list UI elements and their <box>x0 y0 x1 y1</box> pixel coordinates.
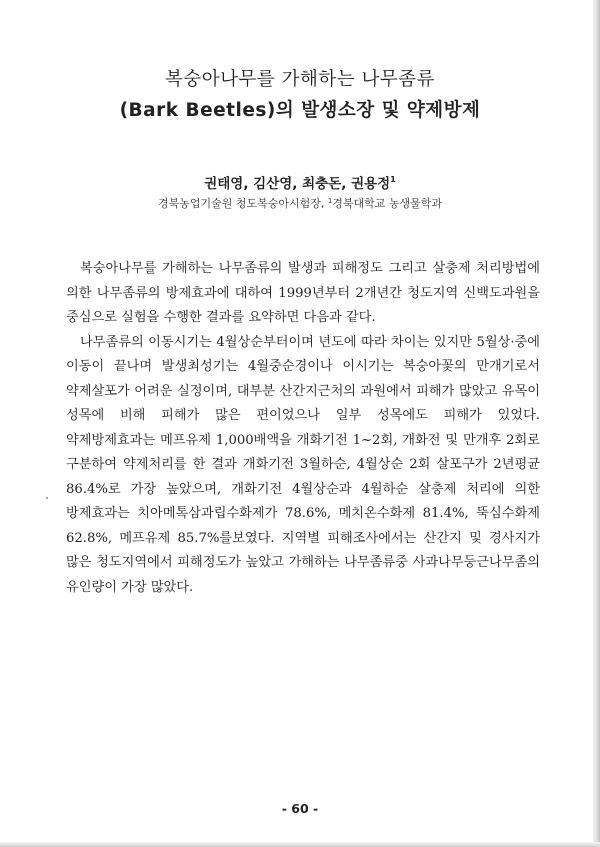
author-names: 권태영, 김산영, 최충돈, 권용정 <box>204 176 391 192</box>
scan-speck <box>46 497 48 499</box>
paper-title-line2: (Bark Beetles)의 발생소장 및 약제방제 <box>119 100 481 121</box>
author-list <box>0 172 600 192</box>
page-edge-shadow-right <box>593 0 600 847</box>
abstract-paragraph-2: 나무좀류의 이동시기는 4월상순부터이며 년도에 따라 차이는 있지만 5월상·중에 이동이 끝나며 발생최성기는 4월중순경이나 이시기는 복숭아꽃의 만개기로서 약제살포가 어려운 실정이며, 대부분 산간지근처의 과원에서 피해가 많았고 유목이 성목에 비해 피해가 많은 편이었으나 일부 성목에도 피해가 있었다. 약제방제효과는 메프유제 1,000배액을 개화기전 1~2회, 개화전 및 만개후 2회로 구분하여 약제처리를 한 결과 개화기전 3월하순, 4월상순 2회 살포구가 2년평균 86.4%로 가장 높았으며, 개화기전 4월상순과 4월하순 살충제 처리에 의한 방제효과는 치아메톡삼과립수화제가 78.6%, 메치온수화제 81.4%, 뚝심수화제 62.8%, 메프유제 85.7%를보였다. 지역별 피해조사에서는 산간지 및 경사지가 많은 청도지역에서 피해정도가 높았고 가해하는 나무좀류중 사과나무둥근나무좀의 유인량이 가장 많았다. <box>66 334 540 595</box>
author-superscript: 1 <box>390 175 396 184</box>
affiliation-superscript: 1 <box>327 197 333 205</box>
affiliation <box>0 195 600 211</box>
page-number: - 60 - <box>281 801 319 816</box>
affiliation-part1: 경북농업기술원 청도복숭아시험장, <box>157 197 328 210</box>
affiliation-part2: 경북대학교 농생물학과 <box>332 197 443 210</box>
page-edge-shadow-bottom <box>0 842 600 847</box>
paper-title-line1: 복숭아나무를 가해하는 나무좀류 <box>165 69 435 90</box>
abstract-body <box>66 257 540 600</box>
abstract-paragraph-1: 복숭아나무를 가해하는 나무좀류의 발생과 피해정도 그리고 살충제 처리방법에 의한 나무좀류의 방제효과에 대하여 1999년부터 2개년간 청도지역 신백도과원을 중심으로 실험을 수행한 결과를 요약하면 다음과 같다. <box>66 261 540 325</box>
